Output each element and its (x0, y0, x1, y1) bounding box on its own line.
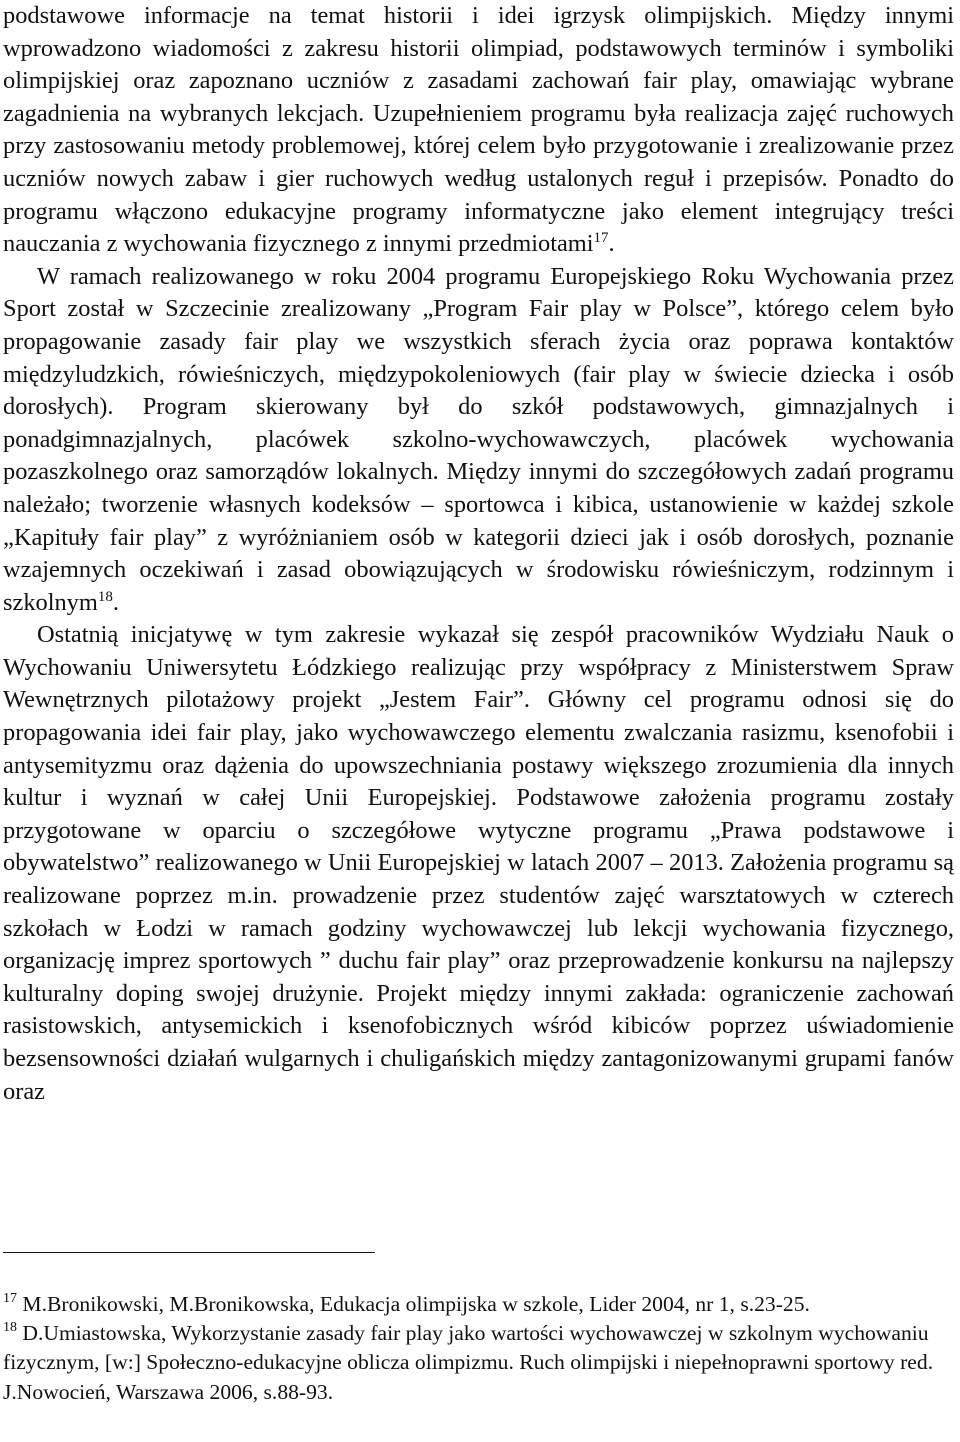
paragraph-1-text: podstawowe informacje na temat historii i idei igrzysk olimpijskich. Między innymi wprowadzono wiadomości z zakresu historii olimpiad, podstawowych terminów i symboliki olimpijskiej oraz zapoznano uczniów z zasadami zachowań fair play, omawiając wybrane zagadnienia na wybranych lekcjach. Uzupełnieniem programu była realizacja zajęć ruchowych przy zastosowaniu metody problemowej, której celem było przygotowanie i zrealizowanie przez uczniów nowych zabaw i gier ruchowych według ustalonych reguł i przepisów. Ponadto do programu włączono edukacyjne programy informatyczne jako element integrujący treści nauczania z wychowania fizycznego z innymi przedmiotami (3, 2, 954, 258)
paragraph-2-end: . (112, 588, 119, 616)
footnote-text: M.Bronikowski, M.Bronikowska, Edukacja olimpijska w szkole, Lider 2004, nr 1, s.23-25. (22, 1292, 810, 1316)
body-text (3, 0, 954, 1108)
paragraph-1-end: . (608, 230, 615, 258)
paragraph-3-text: Ostatnią inicjatywę w tym zakresie wykazał się zespół pracowników Wydziału Nauk o Wychowaniu Uniwersytetu Łódzkiego realizując przy współpracy z Ministerstwem Spraw Wewnętrznych pilotażowy projekt „Jestem Fair”. Główny cel programu odnosi się do propagowania idei fair play, jako wychowawczego elementu zwalczania rasizmu, ksenofobii i antysemityzmu oraz dążenia do upowszechniania postawy większego zrozumienia dla innych kultur i wyznań w całej Unii Europejskiej. Podstawowe założenia programu zostały przygotowane w oparciu o szczegółowe wytyczne programu „Prawa podstawowe i obywatelstwo” realizowanego w Unii Europejskiej w latach 2007 – 2013. Założenia programu są realizowane poprzez m.in. prowadzenie przez studentów zajęć warsztatowych w czterech szkołach w Łodzi w ramach godziny wychowawczej lub lekcji wychowania fizycznego, organizację imprez sportowych ” duchu fair play” oraz przeprowadzenie konkursu na najlepszy kulturalny doping swojej drużynie. Projekt między innymi zakłada: ograniczenie zachowań rasistowskich, antysemickich i ksenofobicznych wśród kibiców poprzez uświadomienie bezsensowności działań wulgarnych i chuligańskich między zantagonizowanymi grupami fanów oraz (3, 621, 954, 1105)
document-page (3, 0, 954, 1108)
footnote-ref-18[interactable]: 18 (97, 588, 113, 605)
footnote-ref-17[interactable]: 17 (593, 230, 609, 247)
footnote-text: D.Umiastowska, Wykorzystanie zasady fair play jako wartości wychowawczej w szkolnym wychowaniu fizycznym, [w:] Społeczno-edukacyjne oblicza olimpizmu. Ruch olimpijski i niepełnoprawni sportowy red. J.Nowocień, Warszawa 2006, s.88-93. (3, 1321, 934, 1404)
footnotes (3, 1290, 953, 1407)
paragraph-1 (3, 0, 954, 261)
footnote-18 (3, 1319, 953, 1407)
footnote-17 (3, 1290, 953, 1319)
paragraph-3 (3, 619, 954, 1108)
footnote-number: 17 (3, 1291, 17, 1306)
footnote-number: 18 (3, 1320, 17, 1336)
paragraph-2 (3, 261, 954, 620)
paragraph-2-text: W ramach realizowanego w roku 2004 programu Europejskiego Roku Wychowania przez Sport został w Szczecinie zrealizowany „Program Fair play w Polsce”, którego celem było propagowanie zasady fair play we wszystkich sferach życia oraz poprawa kontaktów międzyludzkich, rówieśniczych, międzypokoleniowych (fair play w świecie dziecka i osób dorosłych). Program skierowany był do szkół podstawowych, gimnazjalnych i ponadgimnazjalnych, placówek szkolno-wychowawczych, placówek wychowania pozaszkolnego oraz samorządów lokalnych. Między innymi do szczegółowych zadań programu należało; tworzenie własnych kodeksów – sportowca i kibica, ustanowienie w każdej szkole „Kapituły fair play” z wyróżnianiem osób w kategorii dzieci jak i osób dorosłych, poznanie wzajemnych oczekiwań i zasad obowiązujących w środowisku rówieśniczym, rodzinnym i szkolnym (3, 262, 954, 616)
footnote-separator (3, 1252, 375, 1253)
